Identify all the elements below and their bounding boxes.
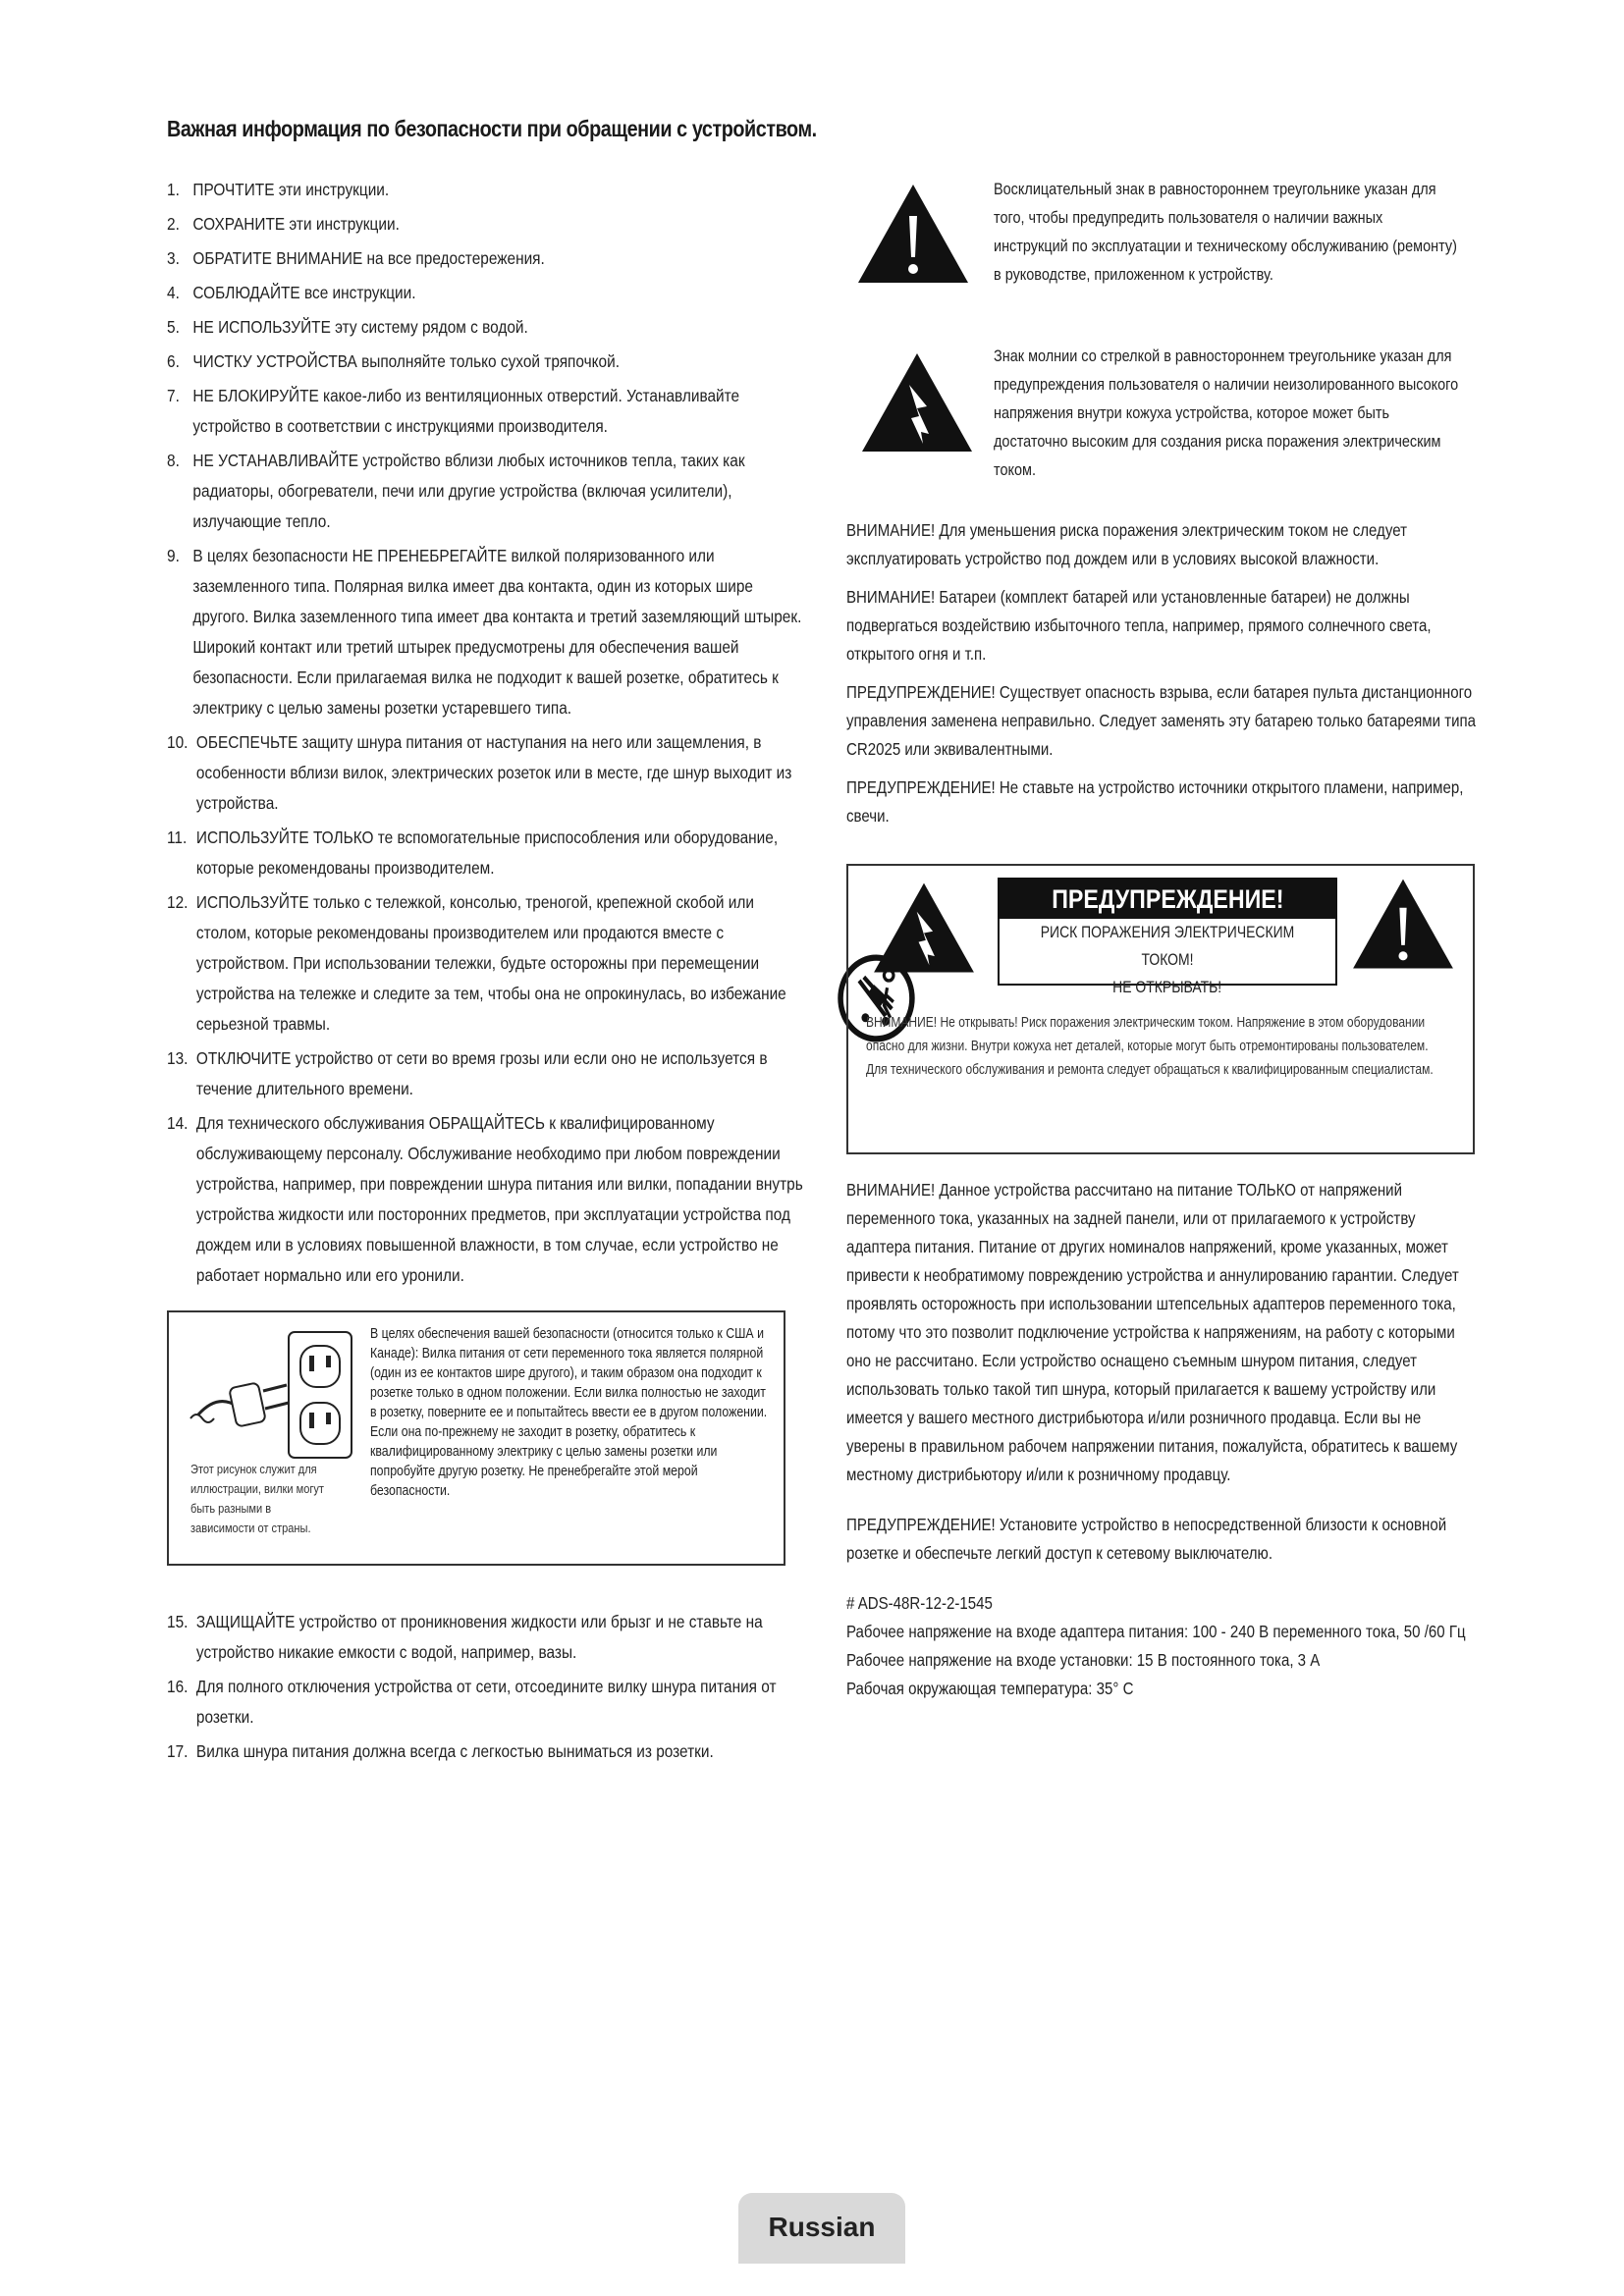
list-item: 15. ЗАЩИЩАЙТЕ устройство от проникновения жидкости или брызг и не ставьте на устройство никакие емкости с водой, например, вазы. — [167, 1612, 763, 1662]
shock-warning-line1: РИСК ПОРАЖЕНИЯ ЭЛЕКТРИЧЕСКИМ ТОКОМ! — [1040, 923, 1295, 969]
specs-block — [846, 1589, 1475, 1703]
exclamation-symbol-row — [846, 175, 1475, 342]
exclamation-triangle-icon — [1349, 876, 1457, 974]
shock-warning-header — [998, 878, 1337, 996]
lightning-symbol-row — [846, 342, 1475, 516]
list-item: 5. НЕ ИСПОЛЬЗУЙТЕ эту систему рядом с водой. — [167, 317, 528, 337]
list-item: 16. Для полного отключения устройства от сети, отсоедините вилку шнура питания от розетки. — [167, 1677, 777, 1727]
warning-text: ПРЕДУПРЕЖДЕНИЕ! Не ставьте на устройство источники открытого пламени, например, свечи. — [846, 777, 1464, 826]
exclamation-triangle-icon — [854, 181, 972, 289]
exclamation-symbol-text: Восклицательный знак в равностороннем треугольнике указан для того, чтобы предупредить пользователя о наличии важных инструкций по эксплуатации и техническому обслуживанию (ремонту) в руководстве, приложенном к устройству. — [994, 180, 1457, 284]
socket-warning: ПРЕДУПРЕЖДЕНИЕ! Установите устройство в непосредственной близости к основной розетке и обеспечьте легкий доступ к сетевому выключателю. — [846, 1515, 1447, 1563]
temperature-spec: Рабочая окружающая температура: 35° С — [846, 1679, 1134, 1698]
device-input-spec: Рабочее напряжение на входе установки: 15 В постоянного тока, 3 А — [846, 1650, 1321, 1670]
lightning-symbol-text: Знак молнии со стрелкой в равностороннем треугольнике указан для предупреждения пользователя о наличии неизолированного высокого напряжения внутри кожуха устройства, которое может быть достаточно высоким для создания риска поражения электрическим током. — [994, 347, 1459, 479]
page-title: Важная информация по безопасности при обращении с устройством. — [167, 116, 817, 141]
instruction-list — [167, 175, 803, 1291]
list-item: 7. НЕ БЛОКИРУЙТЕ какое-либо из вентиляционных отверстий. Устанавливайте устройство в соответствии с инструкциями производителя. — [167, 386, 740, 436]
warning-text: ВНИМАНИЕ! Для уменьшения риска поражения электрическим током не следует эксплуатировать устройство под дождем или в условиях высокой влажности. — [846, 520, 1407, 568]
list-item: 13. ОТКЛЮЧИТЕ устройство от сети во время грозы или если оно не используется в течение длительного времени. — [167, 1048, 768, 1098]
list-item: 3. ОБРАТИТЕ ВНИМАНИЕ на все предостережения. — [167, 248, 545, 268]
polarized-plug-text: В целях обеспечения вашей безопасности (относится только к США и Канаде): Вилка питания от сети переменного тока является полярной (один из ее контактов шире другого), и таким образом она подходит к розетке только в одном положении. Если вилка полностью не заходит в розетку, поверните ее и попытайтесь ввести ее в другом положении. Если она по-прежнему не заходит в розетку, обратитесь к квалифицированному электрику с целью замены розетки или попробуйте другую розетку. Не пренебрегайте этой мерой безопасности. — [370, 1326, 768, 1499]
warning-text: ПРЕДУПРЕЖДЕНИЕ! Существует опасность взрыва, если батарея пульта дистанционного управления заменена неправильно. Следует заменять эту батарею только батареями типа CR2025 или эквивалентными. — [846, 682, 1477, 759]
adapter-input-spec: Рабочее напряжение на входе адаптера питания: 100 - 240 В переменного тока, 50 /60 Гц — [846, 1622, 1466, 1641]
plug-socket-illustration — [179, 1324, 365, 1462]
list-item: 17. Вилка шнура питания должна всегда с легкостью выниматься из розетки. — [167, 1741, 714, 1761]
power-warning: ВНИМАНИЕ! Данное устройства рассчитано на питание ТОЛЬКО от напряжений переменного тока, указанных на задней панели, или от прилагаемого к устройству адаптера питания. Питание от других номиналов напряжений, кроме указанных, может привести к необратимому повреждению устройства и аннулированию гарантии. Следует проявлять осторожность при использовании штепсельных адаптеров переменного тока, потому что это позволит подключение устройства к напряжениям, на работу с которыми оно не рассчитано. Если устройство оснащено съемным шнуром питания, следует использовать только такой тип шнура, который прилагается к вашему устройству или имеется у вашего местного дистрибьютора и/или розничного продавца. Если вы не уверены в правильном рабочем напряжении питания, пожалуйста, обратитесь к вашему местному дистрибьютору и/или к розничному продавцу. — [846, 1180, 1459, 1484]
shock-warning-box — [846, 864, 1475, 1154]
left-column — [167, 175, 803, 1771]
shock-warning-line2: НЕ ОТКРЫВАТЬ! — [1112, 978, 1222, 996]
list-item: 12. ИСПОЛЬЗУЙТЕ только с тележкой, консолью, треногой, крепежной скобой или столом, которые рекомендованы производителем или продаются вместе с устройством. При использовании тележки, будьте осторожны при перемещении устройства на тележке и следите за тем, чтобы она не опрокинулась, во избежание серьезной травмы. — [167, 887, 906, 1040]
shock-warning-title: ПРЕДУПРЕЖДЕНИЕ! — [1051, 884, 1284, 914]
list-item: 10. ОБЕСПЕЧЬТЕ защиту шнура питания от наступания на него или защемления, в особенности вблизи вилок, электрических розеток или в месте, где шнур выходит из устройства. — [167, 732, 792, 813]
lightning-triangle-icon — [858, 349, 976, 457]
right-column — [846, 175, 1475, 1703]
list-item: 9. В целях безопасности НЕ ПРЕНЕБРЕГАЙТЕ вилкой поляризованного или заземленного типа. Полярная вилка имеет два контакта, один из которых шире другого. Вилка заземленного типа имеет два контакта и третий заземляющий штырек. Широкий контакт или третий штырек предусмотрены для обеспечения вашей безопасности. Если прилагаемая вилка не подходит к вашей розетке, обратитесь к электрику с целью замены розетки устаревшего типа. — [167, 546, 802, 718]
list-item: 14. Для технического обслуживания ОБРАЩАЙТЕСЬ к квалифицированному обслуживающему персоналу. Обслуживание необходимо при любом повреждении устройства, например, при повреждении шнура питания или вилки, попадании внутрь устройства жидкости или посторонних предметов, при эксплуатации устройства под дождем или в условиях повышенной влажности, в том случае, если устройство не работает нормально или его уронили. — [167, 1113, 803, 1285]
language-tab: Russian — [738, 2193, 905, 2264]
illustration-caption: Этот рисунок служит для иллюстрации, вилки могут быть разными в зависимости от страны. — [190, 1462, 324, 1535]
list-item: 4. СОБЛЮДАЙТЕ все инструкции. — [167, 283, 416, 302]
list-item: 11. ИСПОЛЬЗУЙТЕ ТОЛЬКО те вспомогательные приспособления или оборудование, которые рекомендованы производителем. — [167, 828, 779, 878]
list-item: 1. ПРОЧТИТЕ эти инструкции. — [167, 180, 390, 199]
list-item: 8. НЕ УСТАНАВЛИВАЙТЕ устройство вблизи любых источников тепла, таких как радиаторы, обогреватели, печи или другие устройства (включая усилители), излучающие тепло. — [167, 451, 745, 531]
list-item: 2. СОХРАНИТЕ эти инструкции. — [167, 214, 400, 234]
instruction-list-continued — [167, 1607, 785, 1767]
model-number: # ADS-48R-12-2-1545 — [846, 1593, 993, 1613]
polarized-plug-box — [167, 1310, 785, 1566]
shock-warning-note: ВНИМАНИЕ! Не открывать! Риск поражения электрическим током. Напряжение в этом оборудовании опасно для жизни. Внутри кожуха нет деталей, которые могут быть отремонтированы пользователем. Для технического обслуживания и ремонта следует обращаться к квалифицированным специалистам. — [866, 1015, 1434, 1078]
lightning-triangle-icon — [870, 880, 978, 978]
warning-text: ВНИМАНИЕ! Батареи (комплект батарей или установленные батареи) не должны подвергаться воздействию избыточного тепла, например, прямого солнечного света, открытого огня и т.п. — [846, 587, 1432, 664]
list-item: 6. ЧИСТКУ УСТРОЙСТВА выполняйте только сухой тряпочкой. — [167, 351, 621, 371]
